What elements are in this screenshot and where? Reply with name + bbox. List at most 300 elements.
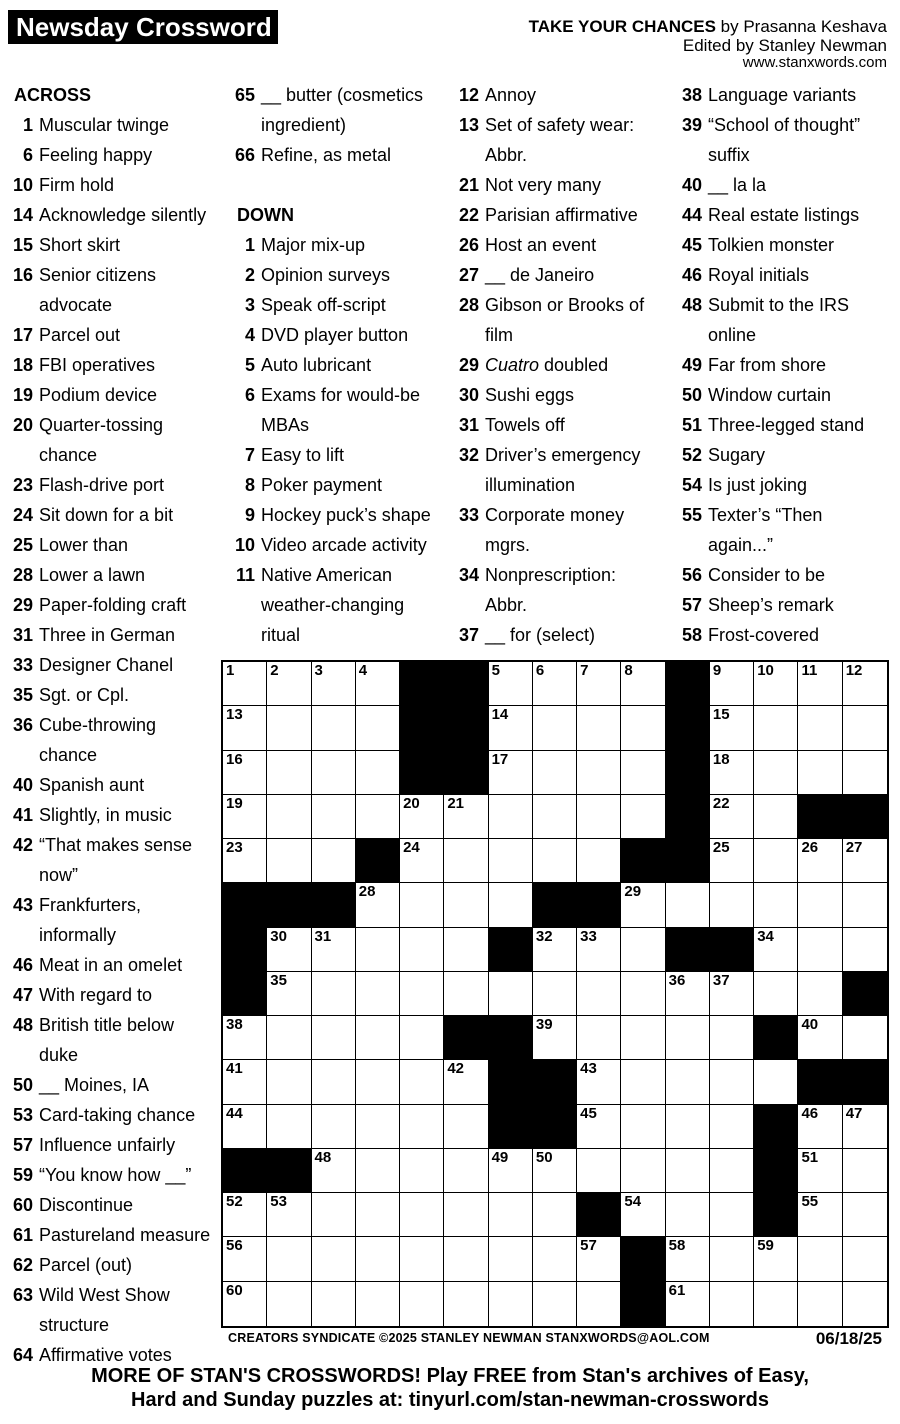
grid-cell[interactable] (267, 1237, 311, 1281)
cell-number: 6 (535, 662, 545, 679)
grid-cell[interactable] (577, 1237, 621, 1281)
grid-cell[interactable] (356, 972, 400, 1016)
clue-number: 15 (12, 235, 33, 255)
grid-cell[interactable] (400, 883, 444, 927)
grid-cell[interactable] (533, 751, 577, 795)
grid-cell[interactable] (444, 1237, 488, 1281)
grid-cell[interactable] (843, 1282, 887, 1326)
clue-number: 42 (12, 835, 33, 855)
cell-number: 47 (845, 1104, 863, 1122)
clue-number: 14 (12, 205, 33, 225)
clue-text: Gibson or Brooks of (485, 295, 645, 315)
grid-cell[interactable] (710, 1193, 754, 1237)
across-clue-50 (6, 1070, 218, 1100)
grid-cell[interactable] (489, 706, 533, 750)
clue-text: Is just joking (708, 475, 808, 495)
grid-cell[interactable] (312, 972, 356, 1016)
cell-number: 29 (624, 883, 642, 901)
grid-cell[interactable] (710, 1237, 754, 1281)
clue-number: 46 (681, 265, 702, 285)
clue-number: 10 (234, 535, 255, 555)
grid-cell[interactable] (843, 928, 887, 972)
grid-cell[interactable] (444, 795, 488, 839)
grid-cell[interactable] (754, 972, 798, 1016)
clue-number: 16 (12, 265, 33, 285)
clue-text: Spanish aunt (39, 775, 145, 795)
clue-text: Wild West Show (39, 1285, 170, 1305)
across-clue-23 (6, 470, 218, 500)
grid-cell[interactable] (267, 795, 311, 839)
clue-number: 41 (12, 805, 33, 825)
grid-cell[interactable] (356, 751, 400, 795)
clue-text: Abbr. (485, 595, 528, 615)
grid-cell[interactable] (621, 751, 665, 795)
grid-cell[interactable] (577, 839, 621, 883)
cell-number: 17 (491, 750, 509, 768)
across-clue-61 (6, 1220, 218, 1250)
grid-cell[interactable] (400, 1060, 444, 1104)
grid-cell[interactable] (489, 1237, 533, 1281)
cell-number: 31 (314, 927, 332, 945)
grid-cell[interactable] (666, 1149, 710, 1193)
grid-cell[interactable] (312, 1193, 356, 1237)
clue-text: Far from shore (708, 355, 827, 375)
grid-cell[interactable] (267, 928, 311, 972)
grid-cell[interactable] (533, 1282, 577, 1326)
cell-number: 42 (447, 1060, 465, 1078)
clue-number: 31 (12, 625, 33, 645)
clue-number: 32 (458, 445, 479, 465)
down-clue-44 (675, 200, 897, 230)
grid-cell[interactable] (798, 1016, 842, 1060)
across-clue-53 (6, 1100, 218, 1130)
down-clue-40 (675, 170, 897, 200)
down-clue-6 (228, 380, 446, 440)
cell-number: 55 (801, 1193, 819, 1211)
grid-cell[interactable] (710, 1016, 754, 1060)
grid-cell[interactable] (267, 662, 311, 706)
grid-cell[interactable] (356, 1282, 400, 1326)
grid-cell[interactable] (533, 839, 577, 883)
grid-cell[interactable] (621, 662, 665, 706)
grid-cell[interactable] (666, 1193, 710, 1237)
grid-block (267, 883, 311, 927)
clue-text: Not very many (485, 175, 602, 195)
grid-cell[interactable] (356, 1193, 400, 1237)
grid-cell[interactable] (754, 706, 798, 750)
grid-cell[interactable] (267, 1282, 311, 1326)
clue-text: Sugary (708, 445, 766, 465)
grid-cell[interactable] (356, 1105, 400, 1149)
clue-text: Designer Chanel (39, 655, 174, 675)
grid-cell[interactable] (754, 662, 798, 706)
grid-cell[interactable] (843, 706, 887, 750)
grid-cell[interactable] (489, 839, 533, 883)
clue-number: 13 (458, 115, 479, 135)
clue-number: 53 (12, 1105, 33, 1125)
clue-text: Flash-drive port (39, 475, 165, 495)
grid-cell[interactable] (798, 1193, 842, 1237)
grid-cell[interactable] (312, 795, 356, 839)
clue-text: Language variants (708, 85, 857, 105)
grid-cell[interactable] (843, 1193, 887, 1237)
grid-cell[interactable] (577, 1149, 621, 1193)
grid-block (444, 1016, 488, 1060)
grid-cell[interactable] (754, 751, 798, 795)
down-clue-21 (452, 170, 670, 200)
clue-text: Opinion surveys (261, 265, 391, 285)
grid-block (400, 751, 444, 795)
grid-cell[interactable] (267, 972, 311, 1016)
down-clue-28 (452, 290, 670, 350)
grid-cell[interactable] (312, 1016, 356, 1060)
grid-cell[interactable] (533, 972, 577, 1016)
grid-cell[interactable] (356, 706, 400, 750)
grid-cell[interactable] (754, 795, 798, 839)
cell-number: 14 (491, 706, 509, 724)
grid-cell[interactable] (621, 1060, 665, 1104)
cell-number: 5 (491, 662, 500, 679)
grid-cell[interactable] (666, 1105, 710, 1149)
grid-cell[interactable] (400, 795, 444, 839)
across-clue-list (6, 110, 218, 1370)
grid-cell[interactable] (223, 839, 267, 883)
grid-cell[interactable] (312, 1105, 356, 1149)
grid-cell[interactable] (356, 883, 400, 927)
grid-cell[interactable] (400, 1149, 444, 1193)
grid-cell[interactable] (312, 928, 356, 972)
grid-cell[interactable] (223, 1193, 267, 1237)
grid-cell[interactable] (444, 972, 488, 1016)
grid-cell[interactable] (312, 751, 356, 795)
clue-text: Three in German (39, 625, 176, 645)
grid-cell[interactable] (710, 706, 754, 750)
grid-cell[interactable] (489, 1282, 533, 1326)
clue-text: chance (39, 445, 98, 465)
clue-text: __ butter (cosmetics (261, 85, 424, 105)
grid-cell[interactable] (267, 1105, 311, 1149)
cell-number: 13 (226, 706, 243, 724)
grid-cell[interactable] (666, 883, 710, 927)
grid-cell[interactable] (444, 1060, 488, 1104)
cell-number: 25 (712, 839, 730, 857)
grid-cell[interactable] (666, 1016, 710, 1060)
across-clue-65 (228, 80, 446, 140)
grid-cell[interactable] (533, 662, 577, 706)
clue-number: 27 (458, 265, 479, 285)
across-clue-60 (6, 1190, 218, 1220)
clue-text: Cube-throwing (39, 715, 157, 735)
clue-text: Host an event (485, 235, 597, 255)
down-clue-52 (675, 440, 897, 470)
grid-cell[interactable] (267, 1016, 311, 1060)
grid-cell[interactable] (400, 839, 444, 883)
grid-cell[interactable] (356, 795, 400, 839)
grid-cell[interactable] (843, 1237, 887, 1281)
cell-number: 60 (226, 1281, 243, 1299)
clue-number: 24 (12, 505, 33, 525)
clue-text: Abbr. (485, 145, 528, 165)
grid-cell[interactable] (577, 662, 621, 706)
grid-cell[interactable] (312, 1149, 356, 1193)
cell-number: 33 (580, 927, 597, 945)
grid-block (223, 972, 267, 1016)
clue-number: 43 (12, 895, 33, 915)
clue-number: 50 (681, 385, 702, 405)
grid-cell[interactable] (400, 1282, 444, 1326)
grid-cell[interactable] (621, 1193, 665, 1237)
cell-number: 3 (314, 662, 323, 679)
grid-cell[interactable] (798, 662, 842, 706)
grid-cell[interactable] (356, 1237, 400, 1281)
grid-block (444, 662, 488, 706)
grid-cell[interactable] (710, 795, 754, 839)
grid-cell[interactable] (312, 1060, 356, 1104)
grid-cell[interactable] (489, 1193, 533, 1237)
grid-cell[interactable] (710, 662, 754, 706)
grid-cell[interactable] (400, 1237, 444, 1281)
grid-cell[interactable] (223, 1105, 267, 1149)
grid-cell[interactable] (400, 1193, 444, 1237)
clue-text: Parcel out (39, 325, 121, 345)
grid-cell[interactable] (754, 1237, 798, 1281)
grid-cell[interactable] (710, 883, 754, 927)
down-clue-3 (228, 290, 446, 320)
grid-block (710, 928, 754, 972)
grid-cell[interactable] (754, 883, 798, 927)
cell-number: 48 (314, 1148, 332, 1166)
clue-text: Poker payment (261, 475, 383, 495)
grid-cell[interactable] (489, 883, 533, 927)
grid-cell[interactable] (710, 1060, 754, 1104)
grid-cell[interactable] (843, 839, 887, 883)
grid-cell[interactable] (489, 662, 533, 706)
grid-cell[interactable] (843, 883, 887, 927)
grid-cell[interactable] (710, 839, 754, 883)
grid-cell[interactable] (621, 795, 665, 839)
clue-number: 56 (681, 565, 702, 585)
cell-number: 23 (226, 839, 243, 857)
grid-cell[interactable] (489, 1149, 533, 1193)
grid-cell[interactable] (312, 706, 356, 750)
clue-number: 1 (22, 115, 33, 135)
grid-cell[interactable] (267, 706, 311, 750)
grid-cell[interactable] (710, 1149, 754, 1193)
grid-cell[interactable] (621, 1016, 665, 1060)
grid-cell[interactable] (754, 1060, 798, 1104)
clue-number: 6 (244, 385, 255, 405)
grid-cell[interactable] (489, 751, 533, 795)
grid-cell[interactable] (444, 839, 488, 883)
grid-cell[interactable] (577, 1060, 621, 1104)
across-clue-17 (6, 320, 218, 350)
grid-cell[interactable] (621, 972, 665, 1016)
across-clue-31 (6, 620, 218, 650)
grid-cell[interactable] (400, 928, 444, 972)
grid-cell[interactable] (754, 928, 798, 972)
grid-block (666, 795, 710, 839)
clue-text: Muscular twinge (39, 115, 170, 135)
grid-cell[interactable] (400, 1016, 444, 1060)
grid-cell[interactable] (621, 706, 665, 750)
puzzle-title: TAKE YOUR CHANCES (528, 17, 716, 36)
clue-text: Slightly, in music (39, 805, 172, 825)
grid-cell[interactable] (666, 972, 710, 1016)
grid-cell[interactable] (312, 1237, 356, 1281)
grid-cell[interactable] (356, 1016, 400, 1060)
grid-cell[interactable] (267, 751, 311, 795)
down-clue-2 (228, 260, 446, 290)
grid-cell[interactable] (223, 706, 267, 750)
promo-line-1: MORE OF STAN'S CROSSWORDS! Play FREE from Stan's archives of Easy, (91, 1365, 809, 1387)
grid-cell[interactable] (710, 1105, 754, 1149)
grid-cell[interactable] (223, 1016, 267, 1060)
grid-cell[interactable] (666, 1237, 710, 1281)
grid-cell[interactable] (621, 1105, 665, 1149)
grid-cell[interactable] (798, 706, 842, 750)
grid-cell[interactable] (356, 1149, 400, 1193)
down-clue-45 (675, 230, 897, 260)
grid-cell[interactable] (533, 1193, 577, 1237)
clue-number: 39 (681, 115, 702, 135)
cell-number: 39 (535, 1016, 553, 1034)
cell-number: 18 (712, 750, 730, 768)
clue-text: Hockey puck’s shape (261, 505, 431, 525)
grid-cell[interactable] (710, 1282, 754, 1326)
grid-cell[interactable] (356, 662, 400, 706)
grid-cell[interactable] (400, 972, 444, 1016)
grid-block (223, 928, 267, 972)
grid-cell[interactable] (223, 662, 267, 706)
down-clue-11 (228, 560, 446, 650)
grid-cell[interactable] (223, 1282, 267, 1326)
grid-cell[interactable] (312, 662, 356, 706)
grid-cell[interactable] (444, 1149, 488, 1193)
grid-cell[interactable] (400, 1105, 444, 1149)
cell-number: 2 (270, 662, 279, 679)
grid-cell[interactable] (533, 795, 577, 839)
across-clue-36 (6, 710, 218, 770)
grid-block (754, 1193, 798, 1237)
clue-number: 21 (458, 175, 479, 195)
clue-text: Parisian affirmative (485, 205, 638, 225)
grid-cell[interactable] (577, 928, 621, 972)
grid-cell[interactable] (223, 751, 267, 795)
across-clue-42 (6, 830, 218, 890)
across-clue-20 (6, 410, 218, 470)
grid-cell[interactable] (444, 1193, 488, 1237)
grid-cell[interactable] (356, 1060, 400, 1104)
grid-cell[interactable] (223, 795, 267, 839)
grid-block (577, 883, 621, 927)
grid-cell[interactable] (710, 972, 754, 1016)
clue-text: Card-taking chance (39, 1105, 196, 1125)
grid-cell[interactable] (444, 883, 488, 927)
grid-cell[interactable] (798, 1149, 842, 1193)
clue-text: Video arcade activity (261, 535, 427, 555)
grid-cell[interactable] (577, 972, 621, 1016)
grid-cell[interactable] (798, 751, 842, 795)
grid-cell[interactable] (666, 1060, 710, 1104)
clue-number: 40 (681, 175, 702, 195)
grid-cell[interactable] (798, 1237, 842, 1281)
across-clue-41 (6, 800, 218, 830)
grid-cell[interactable] (843, 1149, 887, 1193)
grid-cell[interactable] (444, 1282, 488, 1326)
grid-cell[interactable] (223, 1060, 267, 1104)
grid-cell[interactable] (577, 795, 621, 839)
clue-text: Three-legged stand (708, 415, 865, 435)
grid-cell[interactable] (489, 795, 533, 839)
grid-cell[interactable] (843, 751, 887, 795)
grid-cell[interactable] (798, 839, 842, 883)
cell-number: 21 (447, 794, 465, 812)
grid-cell[interactable] (798, 883, 842, 927)
grid-cell[interactable] (533, 1237, 577, 1281)
grid-cell[interactable] (754, 1282, 798, 1326)
grid-cell[interactable] (267, 1193, 311, 1237)
clue-text: mgrs. (485, 535, 530, 555)
grid-cell[interactable] (533, 706, 577, 750)
grid-cell[interactable] (312, 839, 356, 883)
cell-number: 24 (403, 839, 420, 857)
grid-cell[interactable] (621, 928, 665, 972)
clue-text: advocate (39, 295, 113, 315)
cell-number: 19 (226, 794, 243, 812)
grid-cell[interactable] (533, 1149, 577, 1193)
grid-cell[interactable] (444, 928, 488, 972)
cell-number: 22 (712, 794, 730, 812)
grid-cell[interactable] (843, 1016, 887, 1060)
clue-text: film (485, 325, 513, 345)
grid-cell[interactable] (356, 928, 400, 972)
down-clue-48 (675, 290, 897, 350)
clue-text: Frost-covered (708, 625, 820, 645)
grid-cell[interactable] (267, 839, 311, 883)
grid-cell[interactable] (843, 1105, 887, 1149)
grid-cell[interactable] (533, 928, 577, 972)
cell-number: 10 (757, 662, 774, 679)
grid-cell[interactable] (798, 1105, 842, 1149)
grid-block (223, 883, 267, 927)
grid-cell[interactable] (666, 1282, 710, 1326)
grid-cell[interactable] (577, 1282, 621, 1326)
grid-cell[interactable] (754, 839, 798, 883)
grid-cell[interactable] (798, 1282, 842, 1326)
grid-cell[interactable] (798, 928, 842, 972)
grid-cell[interactable] (489, 972, 533, 1016)
grid-cell[interactable] (444, 1105, 488, 1149)
grid-cell[interactable] (577, 751, 621, 795)
grid-block (312, 883, 356, 927)
grid-cell[interactable] (267, 1060, 311, 1104)
grid-cell[interactable] (577, 1016, 621, 1060)
clue-text: suffix (708, 145, 750, 165)
grid-cell[interactable] (577, 1105, 621, 1149)
grid-cell[interactable] (577, 706, 621, 750)
grid-cell[interactable] (533, 1016, 577, 1060)
grid-cell[interactable] (312, 1282, 356, 1326)
grid-cell[interactable] (621, 883, 665, 927)
grid-cell[interactable] (223, 1237, 267, 1281)
grid-cell[interactable] (621, 1149, 665, 1193)
clue-number: 38 (681, 85, 702, 105)
grid-cell[interactable] (710, 751, 754, 795)
grid-cell[interactable] (843, 662, 887, 706)
grid-cell[interactable] (798, 972, 842, 1016)
clue-column-1 (6, 80, 218, 1370)
clue-number: 22 (458, 205, 479, 225)
